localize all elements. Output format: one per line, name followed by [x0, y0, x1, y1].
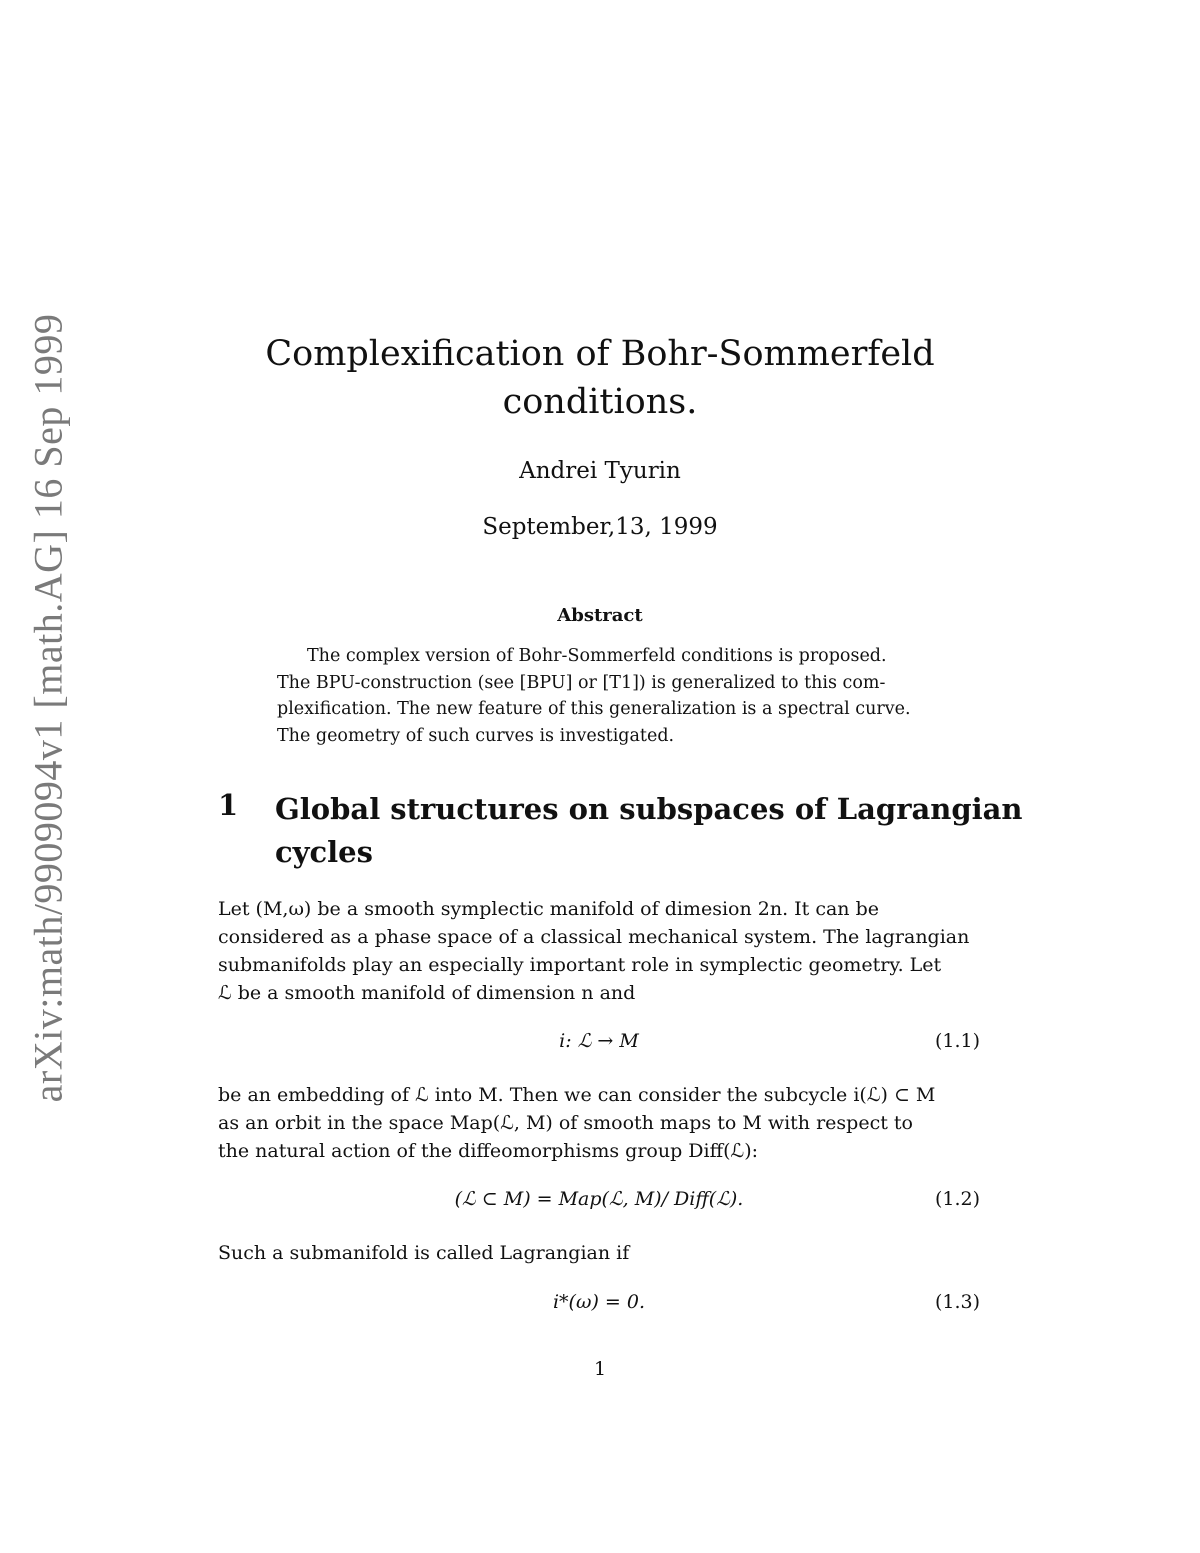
equation-number: (1.3) [934, 1291, 980, 1313]
section-title-line-2: cycles [275, 835, 373, 869]
paragraph-line: considered as a phase space of a classical mechanical system. The lagrangian [218, 926, 970, 948]
section-number: 1 [218, 788, 239, 822]
paragraph-1 [218, 895, 980, 1007]
paper-date: September,13, 1999 [482, 514, 718, 540]
page-number: 1 [593, 1358, 607, 1380]
abstract-line: The complex version of Bohr-Sommerfeld conditions is proposed. [307, 646, 887, 666]
paragraph-line: be an embedding of ℒ into M. Then we can consider the subcycle i(ℒ) ⊂ M [218, 1084, 936, 1106]
section-title-line-1: Global structures on subspaces of Lagrangian [275, 792, 1023, 826]
paragraph-3 [218, 1239, 980, 1267]
abstract-line: The BPU-construction (see [BPU] or [T1]) is generalized to this com- [277, 672, 886, 693]
paragraph-2 [218, 1081, 980, 1165]
abstract-line: plexification. The new feature of this generalization is a spectral curve. [277, 699, 911, 719]
abstract-heading: Abstract [557, 605, 643, 626]
abstract-line: The geometry of such curves is investigated. [277, 725, 675, 746]
paragraph-line: as an orbit in the space Map(ℒ, M) of smooth maps to M with respect to [218, 1112, 913, 1134]
paragraph-line: submanifolds play an especially important role in symplectic geometry. Let [218, 954, 942, 976]
paragraph-line: the natural action of the diffeomorphisms group Diff(ℒ): [218, 1140, 759, 1162]
equation-number: (1.1) [934, 1030, 980, 1052]
paper-title [0, 330, 1200, 426]
arxiv-side-stamp: arXiv:math/9909094v1 [math.AG] 16 Sep 1999 [25, 313, 71, 1103]
equation-1-1 [218, 1030, 980, 1058]
equation-formula: i: ℒ → M [559, 1030, 639, 1052]
paragraph-line: Let (M,ω) be a smooth symplectic manifold of dimesion 2n. It can be [218, 898, 879, 920]
section-title [275, 788, 1035, 874]
equation-formula: i*(ω) = 0. [552, 1291, 646, 1313]
paragraph-line: ℒ be a smooth manifold of dimension n and [218, 982, 636, 1004]
paragraph-line: Such a submanifold is called Lagrangian if [218, 1242, 630, 1264]
abstract-body [277, 643, 922, 749]
paper-title-line-2: conditions. [502, 382, 698, 422]
author-name: Andrei Tyurin [519, 458, 681, 484]
equation-1-2 [218, 1188, 980, 1216]
equation-1-3 [218, 1291, 980, 1319]
equation-number: (1.2) [934, 1188, 980, 1210]
equation-formula: (ℒ ⊂ M) = Map(ℒ, M)/ Diff(ℒ). [454, 1188, 744, 1210]
paper-title-line-1: Complexification of Bohr-Sommerfeld [265, 334, 935, 374]
